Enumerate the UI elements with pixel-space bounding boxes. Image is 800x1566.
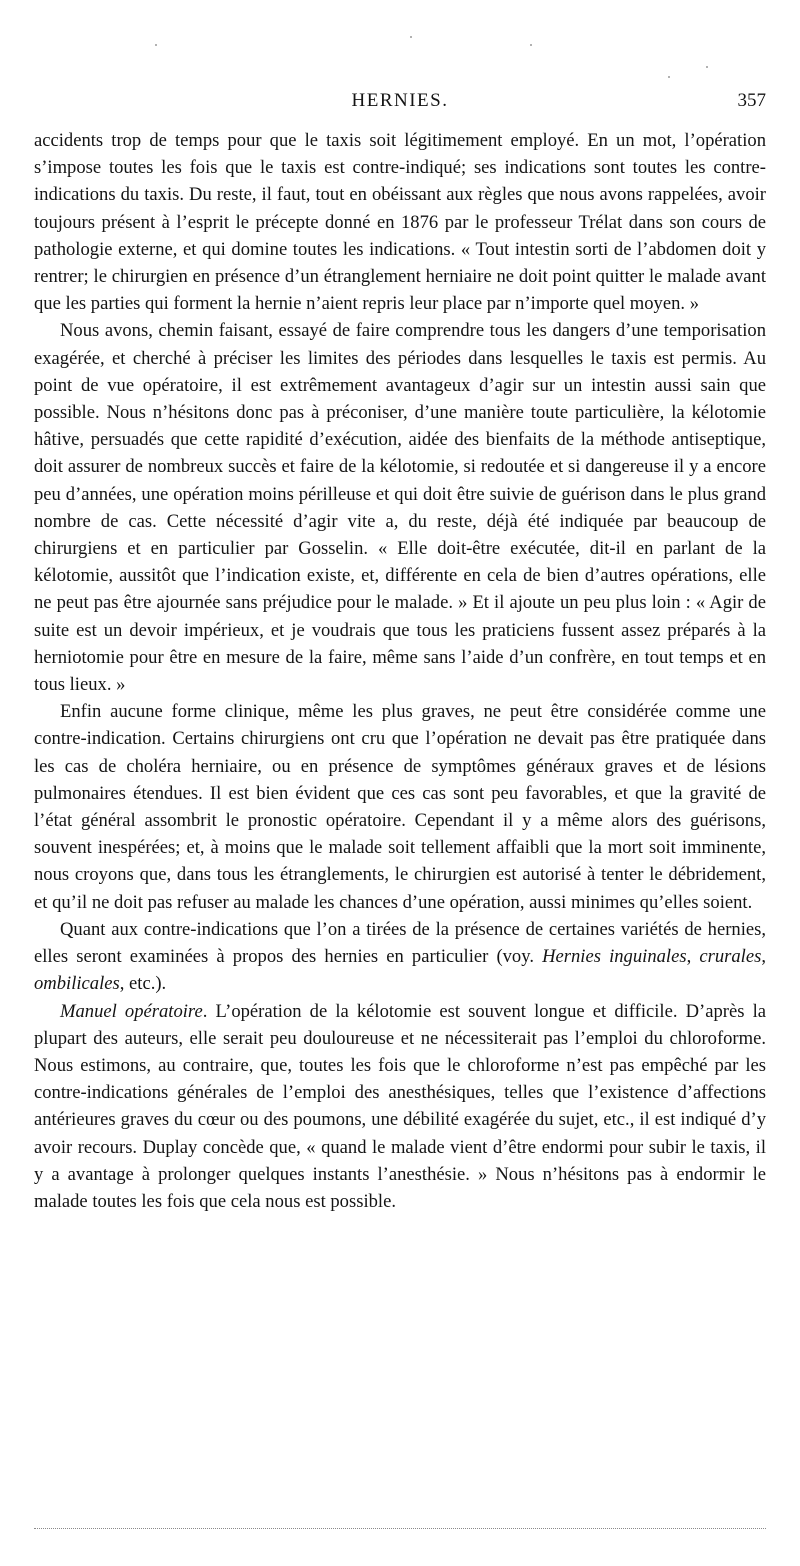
paragraph-text: . L’opération de la kélotomie est souvent longue et difficile. D’après la plupart des auteurs, elle serait peu douloureuse et ne nécessiterait pas l’emploi du chloroforme. Nous estimons, au contraire, que, toutes les fois que le chloroforme n’est pas empêché par les contre-indications générales de l’emploi des anesthésiques, telles que l’existence d’affections antérieures graves du cœur ou des poumons, une débilité exagérée du sujet, etc., il est indiqué d’y avoir recours. Duplay concède que, « quand le malade vient d’être endormi pour subir le taxis, il y a avantage à prolonger quelques instants l’anesthésie. » Nous n’hésitons pas à endormir le malade toutes les fois que cela nous est possible.	[34, 1000, 766, 1212]
paragraph: accidents trop de temps pour que le taxis soit légitimement employé. En un mot, l’opération s’impose toutes les fois que le taxis est contre-indiqué; ses indications sont toutes les contre-indications du taxis. Du reste, il faut, tout en obéissant aux règles que nous avons rappelées, avoir toujours présent à l’esprit le précepte donné en 1876 par le professeur Trélat dans son cours de pathologie externe, et qui domine toutes les indications. « Tout intestin sorti de l’abdomen doit y rentrer; le chirurgien en présence d’un étranglement herniaire ne doit point quitter le malade avant que les parties qui forment la hernie n’aient repris leur place par n’importe quel moyen. »	[34, 130, 766, 315]
cross-reference: Hernies inguinales	[542, 946, 687, 968]
paragraph	[34, 998, 766, 1216]
footer-rule	[34, 1528, 766, 1529]
print-speck	[530, 44, 532, 46]
page-number: 357	[737, 90, 766, 111]
paragraph: Enfin aucune forme clinique, même les plus graves, ne peut être considérée comme une contre-indication. Certains chirurgiens ont cru que l’opération ne devait pas être pratiquée dans les cas de choléra herniaire, ou en présence de symptômes généraux graves et de lésions pulmonaires étendues. Il est bien évident que ces cas sont peu favorables, et que la gravité de l’état général assombrit le pronostic opératoire. Cependant il y a même alors des guérisons, souvent inespérées; et, à moins que le malade soit tellement affaibli que la mort soit imminente, nous croyons que, dans tous les étranglements, le chirurgien est autorisé à tenter le débridement, et qu’il ne doit pas refuser au malade les chances d’une opération, aussi minimes qu’elles soient.	[34, 701, 766, 913]
paragraph-text: Quant aux contre-indications que l’on a tirées de la présence de certaines variétés de hernies, elles seront examinées à propos des hernies en particulier (voy.	[34, 918, 766, 968]
separator: ,	[686, 946, 700, 968]
print-speck	[668, 76, 670, 78]
paragraph: Nous avons, chemin faisant, essayé de faire comprendre tous les dangers d’une temporisation exagérée, et cherché à préciser les limites des périodes dans lesquelles le taxis est permis. Au point de vue opératoire, il est extrêmement avantageux d’agir sur un intestin aussi sain que possible. Nous n’hésitons donc pas à préconiser, d’une manière toute particulière, la kélotomie hâtive, persuadés que cette rapidité d’exécution, aidée des bienfaits de la méthode antiseptique, doit assurer de nombreux succès et faire de la kélotomie, si redoutée et si dangereuse il y a encore peu d’années, une opération moins périlleuse et qui doit être suivie de guérison dans le plus grand nombre de cas. Cette nécessité d’agir vite a, du reste, déjà été indiquée par beaucoup de chirurgiens et en particulier par Gosselin. « Elle doit-être exécutée, dit-il en parlant de la kélotomie, aussitôt que l’indication existe, et, différente en cela de bien d’autres opérations, elle ne peut pas être ajournée sans préjudice pour le malade. » Et il ajoute un peu plus loin : « Agir de suite est un devoir impérieux, et je voudrais que tous les praticiens fussent assez préparés à la herniotomie pour être en mesure de la faire, même sans l’aide d’un confrère, en tout temps et en tous lieux. »	[34, 320, 766, 696]
paragraph-text: , etc.).	[119, 973, 167, 995]
page-header	[34, 90, 766, 120]
running-title: HERNIES.	[351, 90, 449, 111]
cross-reference: crurales	[699, 946, 762, 968]
print-speck	[410, 36, 412, 38]
section-heading: Manuel opératoire	[60, 1000, 203, 1022]
cross-reference: ombilicales	[34, 973, 120, 995]
separator: ,	[761, 946, 766, 968]
paragraph	[34, 916, 766, 998]
print-speck	[706, 66, 708, 68]
print-speck	[155, 44, 157, 46]
body-text	[34, 127, 766, 1215]
